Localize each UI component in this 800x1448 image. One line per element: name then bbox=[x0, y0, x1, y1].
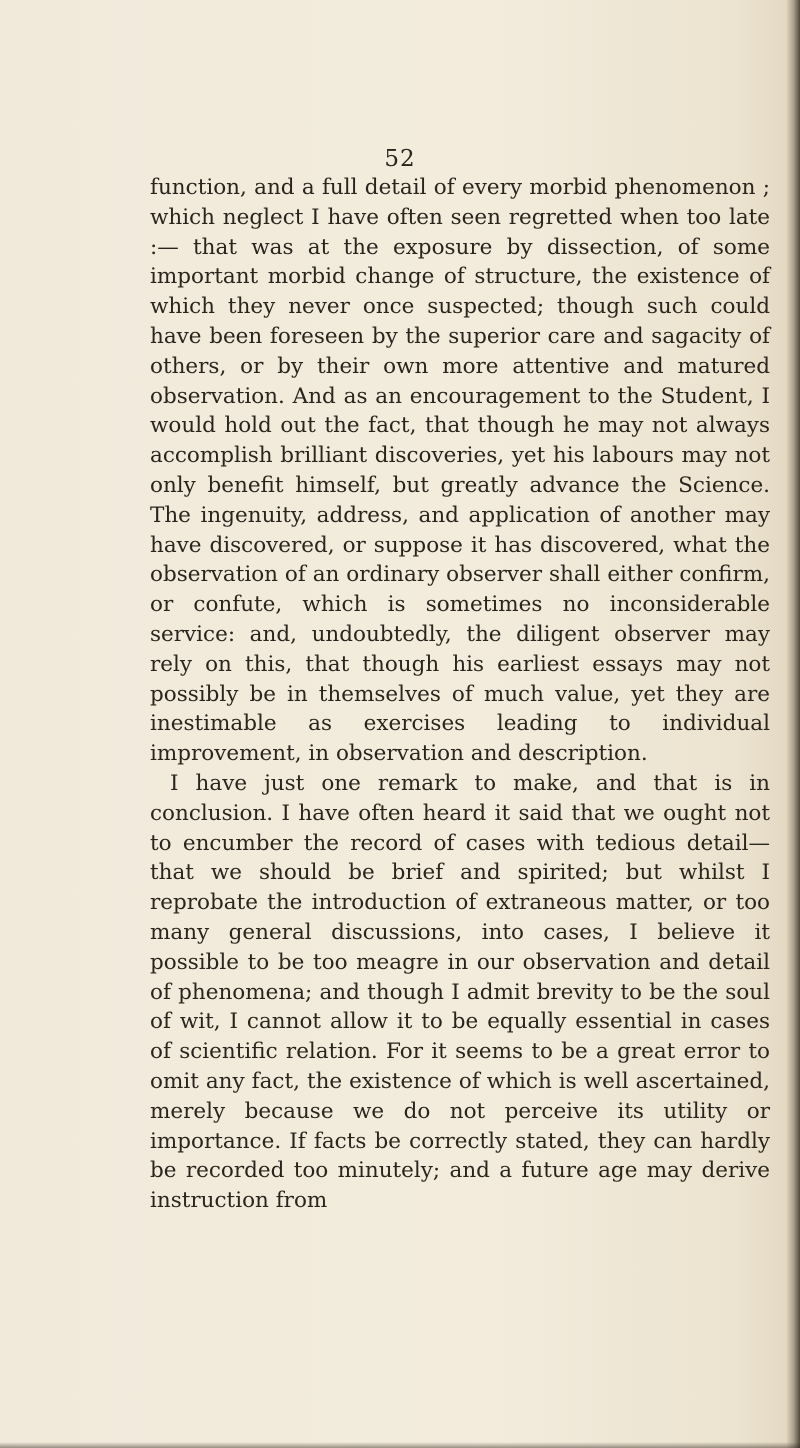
page-bottom-edge-shadow bbox=[0, 1442, 800, 1448]
paragraph-1: function, and a full detail of every morbid phenomenon ; which neglect I have often seen regretted when too late :— that was at the exposure by dissection, of some important morbid change of structure, the existence of which they never once suspected; though such could have been foreseen by the superior care and sagacity of others, or by their own more attentive and matured observation. And as an encouragement to the Student, I would hold out the fact, that though he may not always accomplish brilliant discoveries, yet his labours may not only benefit himself, but greatly advance the Science. The ingenuity, address, and application of another may have discovered, or suppose it has discovered, what the observation of an ordinary observer shall either confirm, or confute, which is sometimes no inconsiderable service: and, undoubtedly, the diligent observer may rely on this, that though his earliest essays may not possibly be in themselves of much value, yet they are inestimable as exercises leading to individual improvement, in observation and description. bbox=[150, 175, 770, 767]
page-right-edge-shadow bbox=[786, 0, 800, 1448]
page-number: 52 bbox=[384, 146, 416, 172]
page-body-text bbox=[150, 173, 770, 1216]
paragraph-2: I have just one remark to make, and that is in conclusion. I have often heard it said that we ought not to encumber the record of cases with tedious detail—that we should be brief and spirited; but whilst I reprobate the introduction of extraneous matter, or too many general discussions, into cases, I believe it possible to be too meagre in our observation and detail of phenomena; and though I admit brevity to be the soul of wit, I cannot allow it to be equally essential in cases of scientific relation. For it seems to be a great error to omit any fact, the existence of which is well ascertained, merely because we do not perceive its utility or importance. If facts be correctly stated, they can hardly be recorded too minutely; and a future age may derive instruction from bbox=[150, 770, 770, 1214]
